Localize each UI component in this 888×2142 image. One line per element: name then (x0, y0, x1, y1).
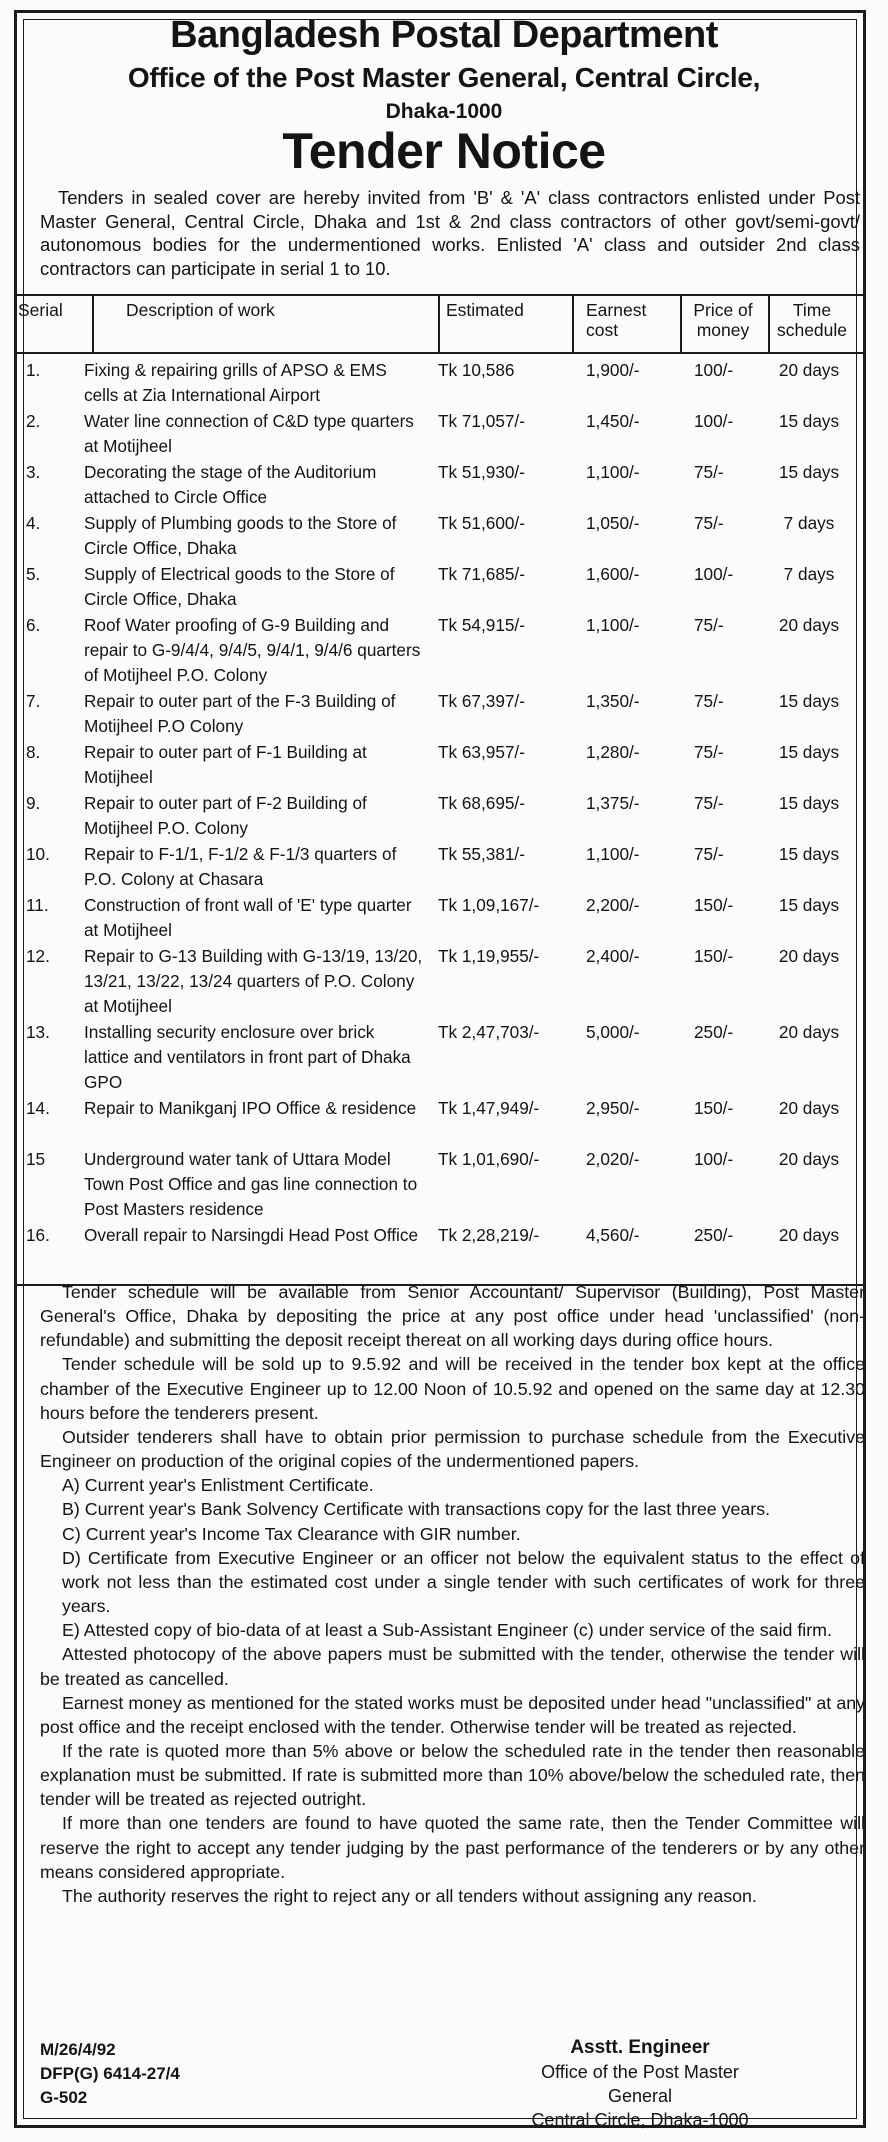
row-price: 75/- (694, 742, 724, 762)
row-serial: 3. (26, 462, 41, 482)
row-serial: 15 (26, 1149, 46, 1169)
row-serial: 1. (26, 360, 41, 380)
row-price: 250/- (694, 1225, 734, 1245)
row-price: 150/- (694, 895, 734, 915)
row-earnest: 1,900/- (586, 360, 640, 380)
row-estimated: Tk 51,930/- (438, 462, 525, 482)
terms-section (40, 1280, 865, 1908)
office-city: Dhaka-1000 (385, 100, 503, 123)
row-price: 75/- (694, 793, 724, 813)
row-price: 100/- (694, 1149, 734, 1169)
reference-line-3: G-502 (40, 2088, 88, 2107)
photocopy-paragraph: Attested photocopy of the above papers must be submitted with the tender, otherwise the tender will be treated as cancelled. (40, 1644, 865, 1689)
reference-block (40, 2038, 180, 2110)
header-time: Time schedule (776, 300, 848, 340)
row-estimated: Tk 2,47,703/- (438, 1022, 540, 1042)
same-rate-paragraph: If more than one tenders are found to have quoted the same rate, then the Tender Committee will reserve the right to accept any tender judging by the past performance of the tenderers or by any other means considered appropriate. (40, 1813, 865, 1882)
header-serial: Serial (18, 300, 63, 320)
row-earnest: 1,100/- (586, 462, 640, 482)
row-serial: 4. (26, 513, 41, 533)
intro-paragraph: Tenders in sealed cover are hereby invited from 'B' & 'A' class contractors enlisted under Post Master General, Central Circle, Dhaka and 1st & 2nd class contractors of other govt/semi-govt/ autonomous bodies for the undermentioned works. Enlisted 'A' class and outsider 2nd class contractors can participate in serial 1 to 10. (40, 187, 860, 279)
authority-paragraph: The authority reserves the right to reject any or all tenders without assigning any reason. (62, 1885, 757, 1906)
col-divider (572, 296, 574, 352)
row-earnest: 1,280/- (586, 742, 640, 762)
row-earnest: 4,560/- (586, 1225, 640, 1245)
row-estimated: Tk 51,600/- (438, 513, 525, 533)
signatory-title: Asstt. Engineer (570, 2037, 710, 2058)
row-serial: 12. (26, 946, 50, 966)
row-serial: 7. (26, 691, 41, 711)
row-description: Repair to outer part of F-2 Building of Motijheel P.O. Colony (84, 793, 367, 838)
row-description: Construction of front wall of 'E' type quarter at Motijheel (84, 895, 412, 940)
row-description: Repair to Manikganj IPO Office & residence (84, 1098, 417, 1118)
row-serial: 5. (26, 564, 41, 584)
header-estimated: Estimated (446, 300, 524, 320)
row-estimated: Tk 63,957/- (438, 742, 525, 762)
row-estimated: Tk 55,381/- (438, 844, 525, 864)
col-divider (768, 296, 770, 352)
row-serial: 8. (26, 742, 41, 762)
row-time: 20 days (778, 1149, 840, 1169)
schedule-dates-paragraph: Tender schedule will be sold up to 9.5.92 and will be received in the tender box kept at the office chamber of the Executive Engineer up to 12.00 Noon of 10.5.92 and opened on the same day at 12.30 hours before the tenderers present. (40, 1354, 865, 1423)
row-estimated: Tk 54,915/- (438, 615, 525, 635)
row-price: 150/- (694, 946, 734, 966)
row-earnest: 1,375/- (586, 793, 640, 813)
row-price: 75/- (694, 844, 724, 864)
row-serial: 14. (26, 1098, 50, 1118)
row-time: 7 days (783, 513, 835, 533)
row-time: 20 days (778, 360, 840, 380)
row-estimated: Tk 1,09,167/- (438, 895, 540, 915)
row-description: Fixing & repairing grills of APSO & EMS cells at Zia International Airport (84, 360, 387, 405)
row-price: 250/- (694, 1022, 734, 1042)
row-earnest: 1,050/- (586, 513, 640, 533)
row-description: Repair to F-1/1, F-1/2 & F-1/3 quarters of P.O. Colony at Chasara (84, 844, 397, 889)
row-description: Supply of Electrical goods to the Store of Circle Office, Dhaka (84, 564, 395, 609)
required-paper-a: A) Current year's Enlistment Certificate. (62, 1475, 374, 1496)
row-estimated: Tk 67,397/- (438, 691, 525, 711)
row-estimated: Tk 2,28,219/- (438, 1225, 540, 1245)
row-serial: 6. (26, 615, 41, 635)
signatory-address: Central Circle, Dhaka-1000 (531, 2110, 749, 2130)
row-description: Overall repair to Narsingdi Head Post Office (84, 1225, 419, 1245)
org-name: Bangladesh Postal Department (170, 14, 718, 56)
required-paper-e: E) Attested copy of bio-data of at least a Sub-Assistant Engineer (c) under service of the said firm. (62, 1620, 832, 1641)
row-time: 15 days (778, 844, 840, 864)
row-estimated: Tk 71,685/- (438, 564, 525, 584)
row-price: 75/- (694, 462, 724, 482)
header-description: Description of work (126, 300, 275, 320)
schedule-availability-paragraph: Tender schedule will be available from Senior Accountant/ Supervisor (Building), Post Master General's Office, Dhaka by depositing the price at any post office under head 'unclassified' (non-refundable) and submitting the deposit receipt thereat on all working days during office hours. (40, 1282, 865, 1351)
row-earnest: 1,450/- (586, 411, 640, 431)
row-time: 15 days (778, 411, 840, 431)
required-paper-b: B) Current year's Bank Solvency Certificate with transactions copy for the last three years. (62, 1499, 771, 1520)
row-price: 100/- (694, 411, 734, 431)
row-estimated: Tk 1,47,949/- (438, 1098, 540, 1118)
works-table (14, 294, 866, 1286)
row-earnest: 2,200/- (586, 895, 640, 915)
row-estimated: Tk 1,01,690/- (438, 1149, 540, 1169)
row-description: Repair to outer part of the F-3 Building of Motijheel P.O Colony (84, 691, 396, 736)
row-earnest: 2,400/- (586, 946, 640, 966)
row-time: 15 days (778, 691, 840, 711)
row-time: 20 days (778, 615, 840, 635)
row-price: 100/- (694, 360, 734, 380)
row-earnest: 2,950/- (586, 1098, 640, 1118)
row-serial: 9. (26, 793, 41, 813)
row-price: 75/- (694, 691, 724, 711)
required-paper-d: D) Certificate from Executive Engineer or an officer not below the equivalent status to the effect of work not less than the estimated cost under a single tender with such certificates of work for three years. (62, 1547, 865, 1617)
row-description: Installing security enclosure over brick lattice and ventilators in front part of Dhaka GPO (84, 1022, 411, 1092)
notice-title: Tender Notice (282, 123, 606, 179)
row-earnest: 5,000/- (586, 1022, 640, 1042)
row-estimated: Tk 10,586 (438, 360, 515, 380)
row-description: Repair to outer part of F-1 Building at Motijheel (84, 742, 367, 787)
row-earnest: 1,350/- (586, 691, 640, 711)
header-price: Price of money (693, 300, 753, 340)
row-price: 75/- (694, 615, 724, 635)
signature-block (520, 2036, 760, 2132)
row-price: 100/- (694, 564, 734, 584)
row-description: Water line connection of C&D type quarters at Motijheel (84, 411, 414, 456)
outsider-permission-paragraph: Outsider tenderers shall have to obtain prior permission to purchase schedule from the Executive Engineer on production of the original copies of the undermentioned papers. (40, 1426, 865, 1472)
row-earnest: 1,100/- (586, 615, 640, 635)
row-serial: 13. (26, 1022, 50, 1042)
row-earnest: 1,600/- (586, 564, 640, 584)
row-price: 75/- (694, 513, 724, 533)
row-serial: 11. (26, 895, 49, 915)
reference-line-1: M/26/4/92 (40, 2040, 116, 2059)
table-header-rule (14, 352, 866, 354)
row-earnest: 2,020/- (586, 1149, 640, 1169)
row-serial: 2. (26, 411, 41, 431)
row-time: 20 days (778, 946, 840, 966)
row-description: Roof Water proofing of G-9 Building and repair to G-9/4/4, 9/4/5, 9/4/1, 9/4/6 quarters of Motijheel P.O. Colony (84, 615, 421, 685)
reference-line-2: DFP(G) 6414-27/4 (40, 2064, 180, 2083)
header-earnest: Earnest cost (586, 300, 647, 340)
row-earnest: 1,100/- (586, 844, 640, 864)
rate-paragraph: If the rate is quoted more than 5% above or below the scheduled rate in the tender then reasonable explanation must be submitted. If rate is submitted more than 10% above/below the scheduled rate, then tender will be treated as rejected outright. (40, 1740, 865, 1810)
col-divider (680, 296, 682, 352)
row-time: 20 days (778, 1022, 840, 1042)
row-description: Decorating the stage of the Auditorium attached to Circle Office (84, 462, 377, 507)
col-divider (92, 296, 94, 352)
row-time: 7 days (783, 564, 835, 584)
row-estimated: Tk 71,057/- (438, 411, 525, 431)
row-description: Repair to G-13 Building with G-13/19, 13/20, 13/21, 13/22, 13/24 quarters of P.O. Colony at Motijheel (84, 946, 423, 1016)
row-description: Underground water tank of Uttara Model Town Post Office and gas line connection to Post Masters residence (84, 1149, 418, 1219)
col-divider (438, 296, 440, 352)
row-time: 20 days (778, 1225, 840, 1245)
earnest-money-paragraph: Earnest money as mentioned for the stated works must be deposited under head "unclassified" at any post office and the receipt enclosed with the tender. Otherwise tender will be treated as rejected. (40, 1692, 865, 1737)
row-serial: 10. (26, 844, 50, 864)
row-time: 15 days (778, 742, 840, 762)
row-estimated: Tk 68,695/- (438, 793, 525, 813)
row-time: 20 days (778, 1098, 840, 1118)
row-time: 15 days (778, 895, 840, 915)
row-time: 15 days (778, 462, 840, 482)
office-name: Office of the Post Master General, Central Circle, (127, 62, 761, 93)
row-time: 15 days (778, 793, 840, 813)
required-paper-c: C) Current year's Income Tax Clearance with GIR number. (62, 1523, 521, 1544)
signatory-office: Office of the Post Master General (541, 2062, 739, 2106)
row-description: Supply of Plumbing goods to the Store of Circle Office, Dhaka (84, 513, 397, 558)
row-price: 150/- (694, 1098, 734, 1118)
row-estimated: Tk 1,19,955/- (438, 946, 540, 966)
row-serial: 16. (26, 1225, 50, 1245)
